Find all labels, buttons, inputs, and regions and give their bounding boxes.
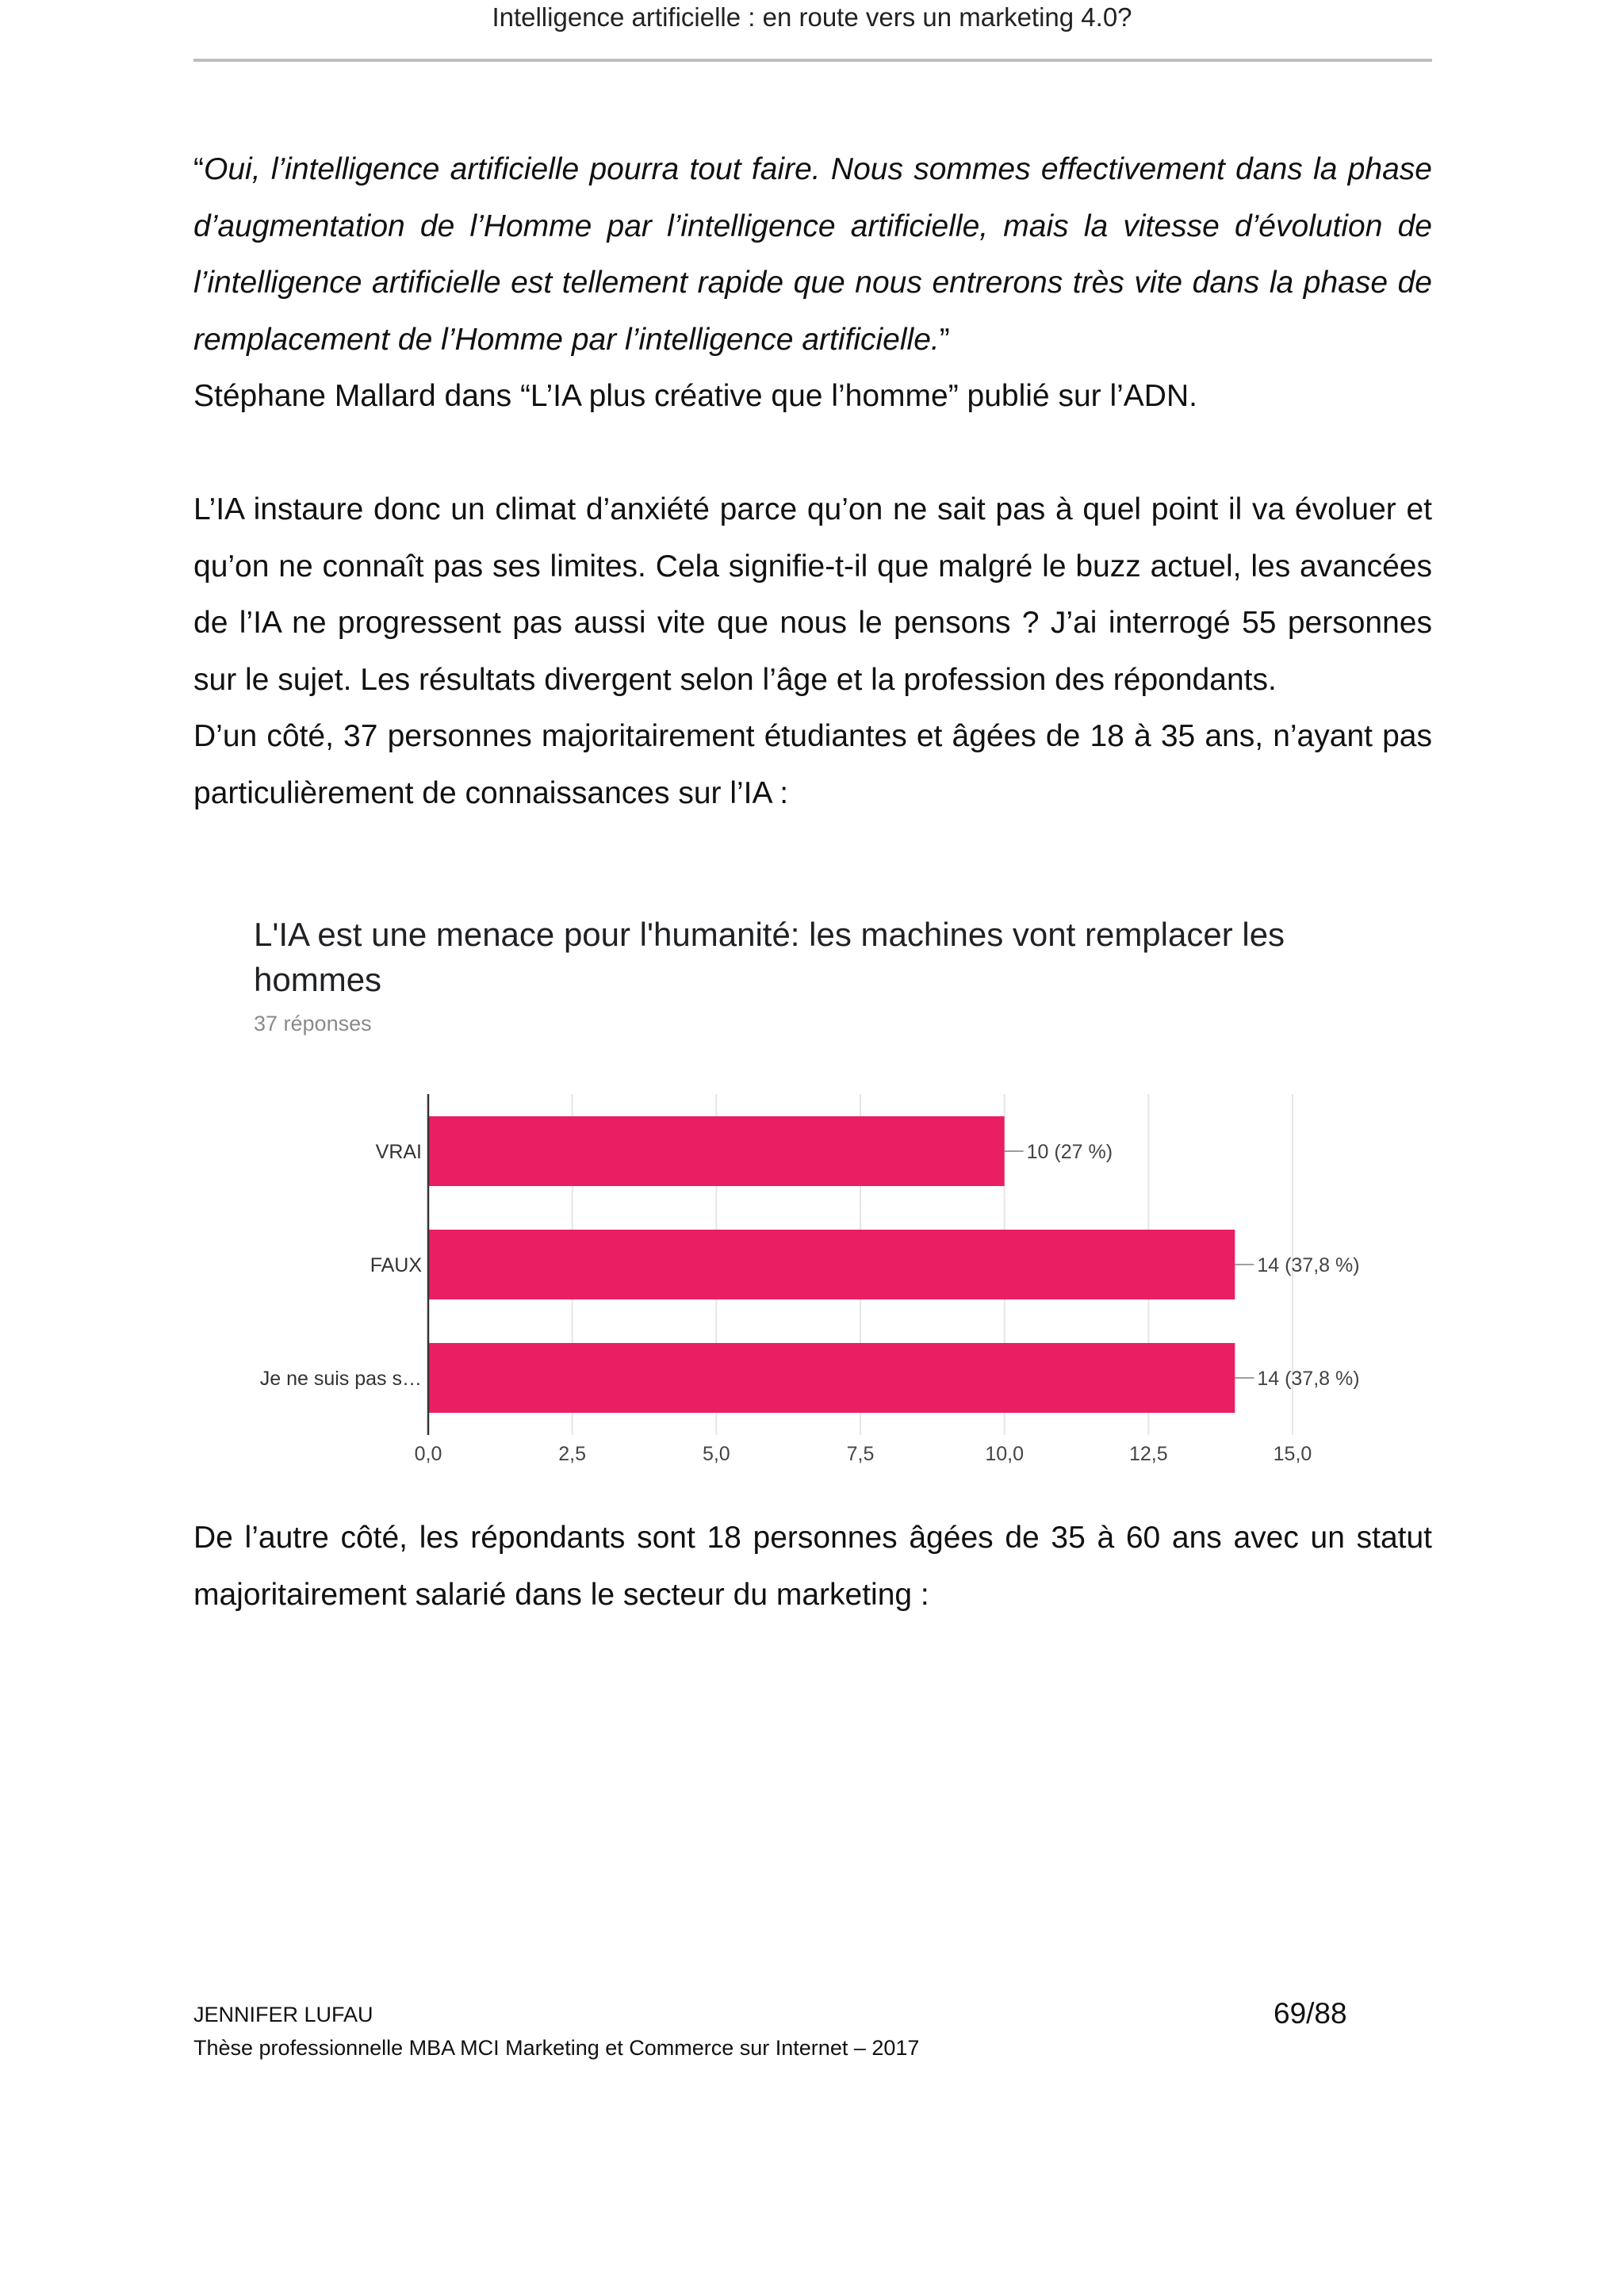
header-rule <box>193 59 1432 62</box>
paragraph-anxiety: L’IA instaure donc un climat d’anxiété parce qu’on ne sait pas à quel point il va évoluer et qu’on ne connaît pas ses limites. Cela signifie-t-il que malgré le buzz actuel, les avancées de l’IA ne progressent pas aussi vite que nous le pensons ? J’ai interrogé 55 personnes sur le sujet. Les résultats divergent selon l’âge et la profession des répondants. <box>193 492 1432 697</box>
bar-chart-svg <box>238 896 1396 1483</box>
quote-text: Oui, l’intelligence artificielle pourra tout faire. Nous sommes effectivement dans la phase d’augmentation de l’Homme par l’intelligence artificielle, mais la vitesse d’évolution de l’intelligence artificielle est tellement rapide que nous entrerons très vite dans la phase de remplacement de l’Homme par l’intelligence artificielle. <box>193 152 1432 357</box>
page-number: 69/88 <box>1274 1997 1347 2030</box>
x-tick-label: 15,0 <box>1273 1443 1312 1465</box>
footer-credits <box>193 1998 919 2064</box>
survey-chart <box>238 896 1396 1483</box>
x-tick-label: 7,5 <box>846 1443 875 1465</box>
bar <box>428 1343 1235 1413</box>
category-label: FAUX <box>370 1254 422 1276</box>
quote-attribution: Stéphane Mallard dans “L’IA plus créative que l’homme” publié sur l’ADN. <box>193 379 1197 413</box>
quote-open-mark: “ <box>193 152 204 186</box>
bar <box>428 1230 1235 1299</box>
x-tick-label: 10,0 <box>985 1443 1025 1465</box>
x-tick-label: 5,0 <box>702 1443 730 1465</box>
running-header: Intelligence artificielle : en route vers un marketing 4.0? <box>492 2 1132 32</box>
x-tick-label: 0,0 <box>414 1443 442 1465</box>
chart-response-count: 37 réponses <box>254 1012 372 1035</box>
quote-paragraph <box>193 141 1432 425</box>
data-label: 10 (27 %) <box>1026 1141 1113 1163</box>
paragraph-students: D’un côté, 37 personnes majoritairement étudiantes et âgées de 18 à 35 ans, n’ayant pas particulièrement de connaissances sur l’IA : <box>193 719 1432 810</box>
footer-author: JENNIFER LUFAU <box>193 2003 373 2026</box>
category-label: Je ne suis pas s… <box>259 1368 422 1390</box>
footer-thesis: Thèse professionnelle MBA MCI Marketing et Commerce sur Internet – 2017 <box>193 2036 920 2060</box>
body-paragraphs <box>193 481 1432 821</box>
paragraph-salaried: De l’autre côté, les répondants sont 18 personnes âgées de 35 à 60 ans avec un statut majoritairement salarié dans le secteur du marketing : <box>193 1521 1432 1612</box>
x-tick-label: 2,5 <box>558 1443 587 1465</box>
data-label: 14 (37,8 %) <box>1257 1254 1360 1276</box>
x-tick-label: 12,5 <box>1128 1443 1168 1465</box>
bar <box>428 1116 1005 1186</box>
quote-close-mark: ” <box>939 322 950 357</box>
chart-title: L'IA est une menace pour l'humanité: les machines vont remplacer les hommes <box>254 916 1285 998</box>
data-label: 14 (37,8 %) <box>1257 1368 1360 1390</box>
category-label: VRAI <box>375 1141 422 1163</box>
